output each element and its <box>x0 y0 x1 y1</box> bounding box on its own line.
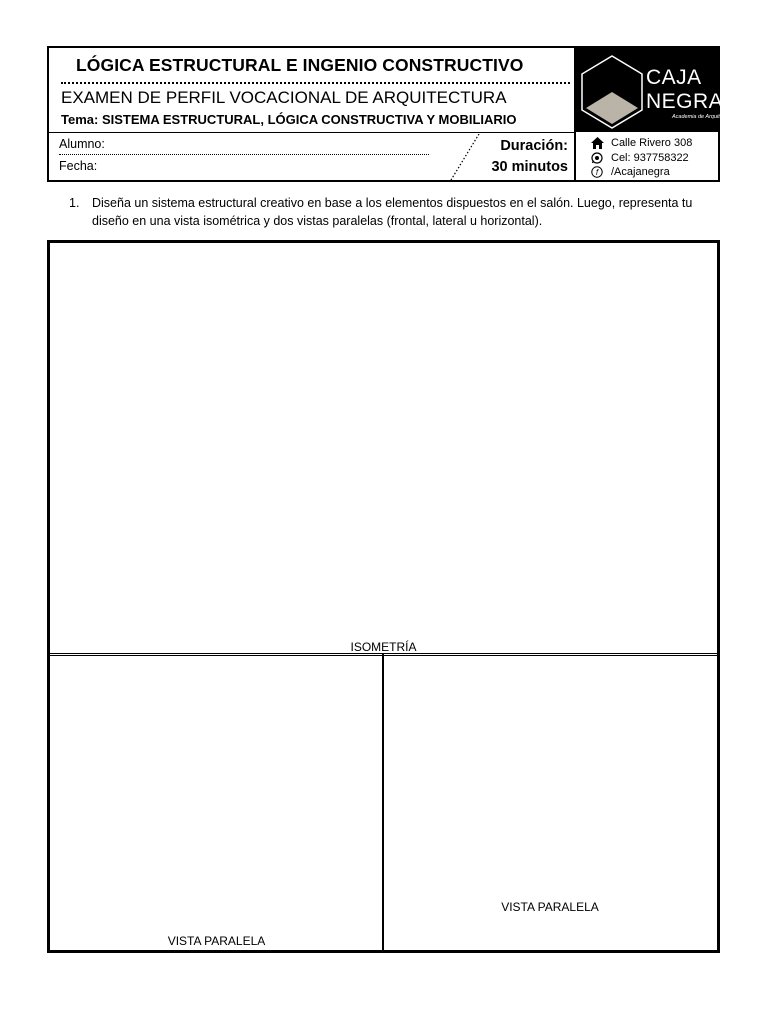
hexagon-logo-icon <box>580 54 644 130</box>
date-field-label: Fecha: <box>59 159 98 173</box>
contact-facebook <box>590 165 670 179</box>
student-field-label: Alumno: <box>59 137 105 151</box>
instruction-text: Diseña un sistema estructural creativo en base a los elementos dispuestos en el salón. Luego, representa tu diseño en una vista isométrica y dos vistas paralelas (frontal, lateral u horizontal). <box>92 196 693 228</box>
duration-value: 30 minutos <box>491 159 568 175</box>
brand-panel <box>574 48 736 180</box>
topic-label: Tema: <box>61 112 99 127</box>
contact-phone <box>590 151 689 165</box>
exam-title: LÓGICA ESTRUCTURAL E INGENIO CONSTRUCTIVO <box>76 55 524 75</box>
exam-subtitle: EXAMEN DE PERFIL VOCACIONAL DE ARQUITECTURA <box>61 88 507 107</box>
whatsapp-icon <box>590 151 604 165</box>
header-info <box>49 48 574 180</box>
exam-topic <box>61 112 517 127</box>
instruction-number: 1. <box>69 196 80 210</box>
exam-header <box>47 46 736 182</box>
parallel-view-right-area[interactable] <box>382 653 720 953</box>
logo-text-caja: CAJA <box>646 66 702 89</box>
header-divider <box>49 132 574 133</box>
isometric-drawing-area[interactable] <box>47 240 720 656</box>
home-icon <box>590 136 604 150</box>
logo-tagline: Academia de Arquitectura <box>672 114 736 120</box>
logo-text-negra: NEGRA <box>646 90 724 113</box>
parallel-view-left-area[interactable] <box>47 653 384 953</box>
contact-address <box>590 136 692 150</box>
isometric-label: ISOMETRÍA <box>350 640 417 654</box>
facebook-icon <box>590 165 604 179</box>
student-field-line <box>59 154 429 155</box>
dotted-divider <box>61 82 570 84</box>
parallel-view-left-label: VISTA PARALELA <box>167 934 266 948</box>
address-text: Calle Rivero 308 <box>611 137 693 149</box>
phone-text: Cel: 937758322 <box>611 152 689 164</box>
logo <box>576 48 736 132</box>
duration-label: Duración: <box>500 138 568 154</box>
facebook-text: /Acajanegra <box>611 166 670 178</box>
dotted-diagonal-divider <box>389 134 489 180</box>
svg-text:f: f <box>595 168 599 177</box>
topic-value: SISTEMA ESTRUCTURAL, LÓGICA CONSTRUCTIVA Y MOBILIARIO <box>101 112 517 127</box>
duration <box>491 136 568 178</box>
parallel-view-right-label: VISTA PARALELA <box>501 900 599 914</box>
